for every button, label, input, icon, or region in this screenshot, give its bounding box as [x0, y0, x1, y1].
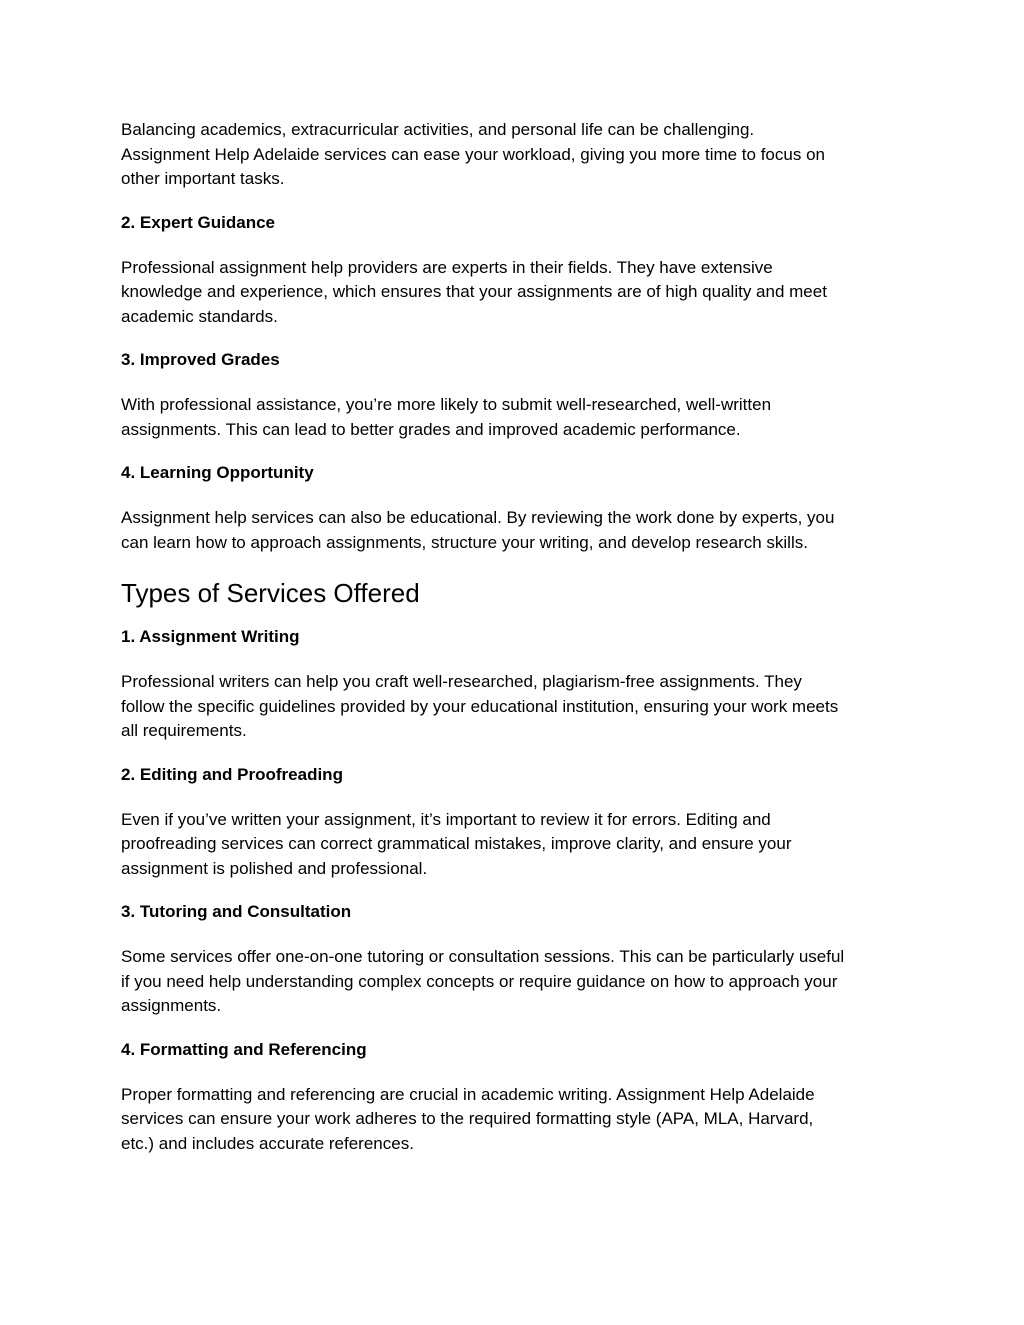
text-line: Proper formatting and referencing are crucial in academic writing. Assignment Help Adelaide [121, 1084, 815, 1104]
text-line: Even if you’ve written your assignment, it’s important to review it for errors. Editing and [121, 809, 771, 829]
section-heading-formatting-referencing: 4. Formatting and Referencing [121, 1039, 367, 1059]
text-line: etc.) and includes accurate references. [121, 1133, 414, 1153]
section-heading-assignment-writing: 1. Assignment Writing [121, 627, 300, 646]
text-line: academic standards. [121, 306, 278, 326]
section-heading-expert-guidance: 2. Expert Guidance [121, 212, 275, 232]
page-heading-types-of-services: Types of Services Offered [121, 578, 420, 608]
paragraph-tutoring-consultation [121, 945, 911, 1019]
section-heading-learning-opportunity: 4. Learning Opportunity [121, 463, 314, 482]
paragraph-expert-guidance [121, 256, 911, 330]
section-heading-improved-grades: 3. Improved Grades [121, 350, 280, 369]
text-line: Assignment Help Adelaide services can ease your workload, giving you more time to focus on [121, 144, 825, 164]
paragraph-improved-grades [121, 393, 911, 442]
text-line: if you need help understanding complex concepts or require guidance on how to approach your [121, 971, 838, 991]
intro-paragraph [121, 118, 911, 192]
text-line: Some services offer one-on-one tutoring or consultation sessions. This can be particularly useful [121, 947, 845, 966]
text-line: assignments. [121, 996, 222, 1015]
text-line: proofreading services can correct grammatical mistakes, improve clarity, and ensure your [121, 834, 792, 853]
text-line: can learn how to approach assignments, structure your writing, and develop research skills. [121, 532, 808, 552]
text-line: With professional assistance, you’re more likely to submit well-researched, well-written [121, 395, 772, 414]
text-line: other important tasks. [121, 169, 285, 188]
text-line: Assignment help services can also be educational. By reviewing the work done by experts, you [121, 508, 835, 527]
paragraph-formatting-referencing [121, 1083, 911, 1157]
text-line: Professional assignment help providers are experts in their fields. They have extensive [121, 257, 773, 277]
section-heading-editing-proofreading: 2. Editing and Proofreading [121, 764, 343, 784]
section-heading-tutoring-consultation: 3. Tutoring and Consultation [121, 902, 352, 921]
text-line: assignments. This can lead to better grades and improved academic performance. [121, 419, 741, 439]
text-line: assignment is polished and professional. [121, 858, 428, 878]
text-line: Balancing academics, extracurricular activities, and personal life can be challenging. [121, 120, 755, 139]
text-line: all requirements. [121, 721, 247, 740]
text-line: follow the specific guidelines provided by your educational institution, ensuring your work meets [121, 696, 839, 716]
text-line: Professional writers can help you craft well-researched, plagiarism-free assignments. They [121, 672, 802, 691]
text-line: services can ensure your work adheres to the required formatting style (APA, MLA, Harvard, [121, 1109, 814, 1128]
paragraph-assignment-writing [121, 670, 911, 744]
text-line: knowledge and experience, which ensures that your assignments are of high quality and meet [121, 282, 827, 301]
paragraph-learning-opportunity [121, 506, 911, 555]
document-page [121, 118, 911, 1156]
paragraph-editing-proofreading [121, 808, 911, 882]
